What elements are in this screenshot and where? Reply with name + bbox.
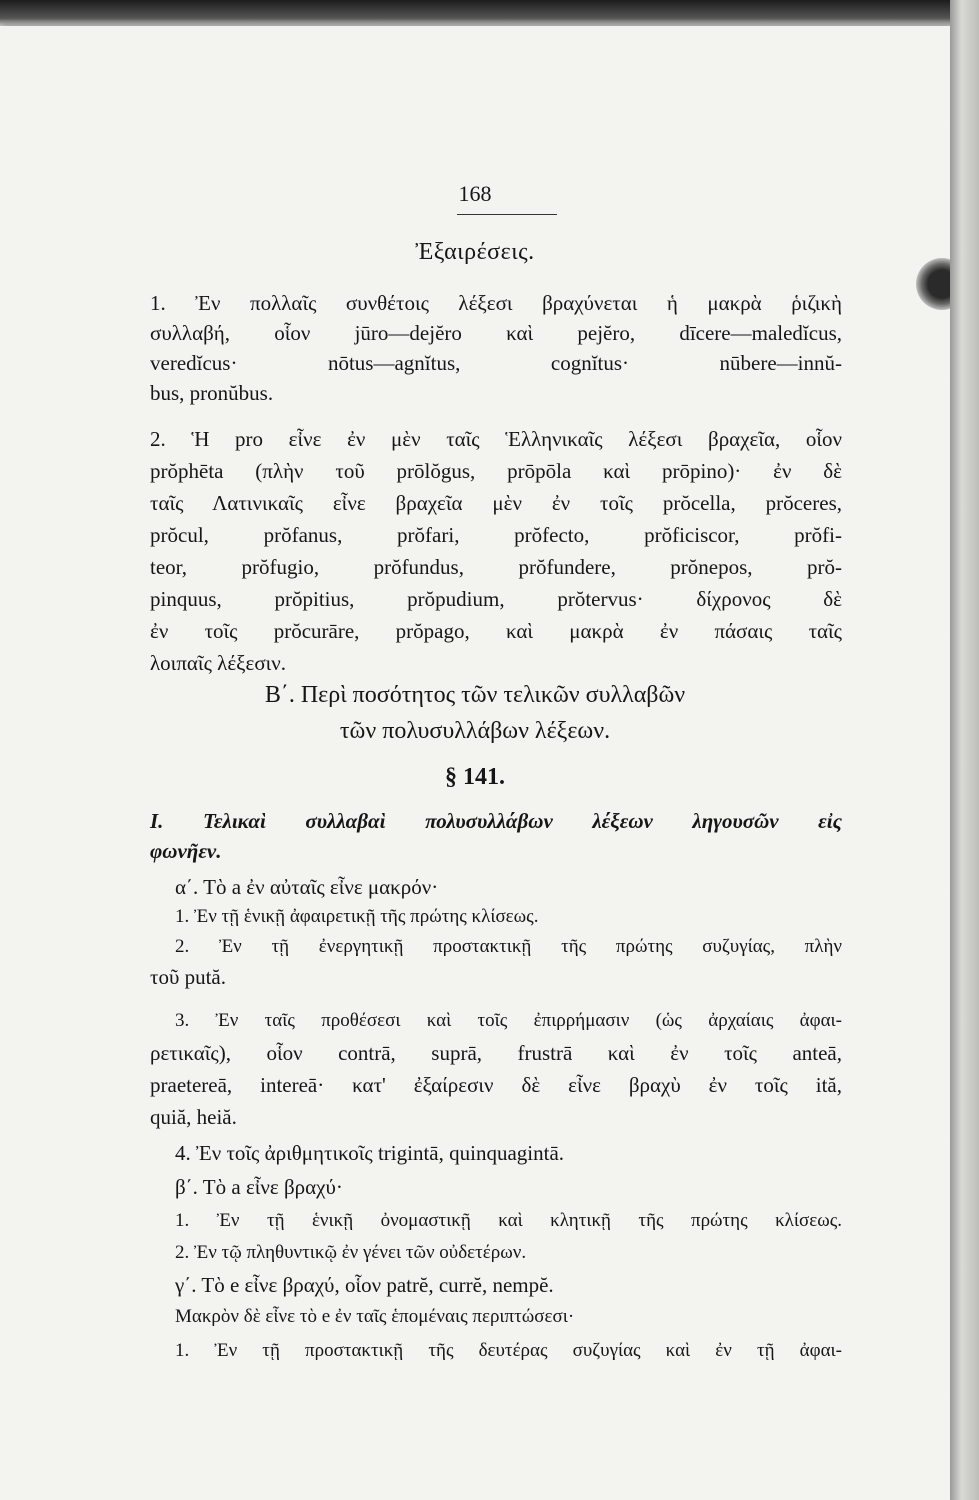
body-line-14: Μακρὸν δὲ εἶνε τὸ e ἐν ταῖς ἑπομέναις περιπτώσεσι· xyxy=(175,1306,575,1327)
body-line-5: 3. Ἐν ταῖς προθέσεσι καὶ τοῖς ἐπιρρήμασιν (ὡς ἀρχαίαις ἀφαι- xyxy=(175,1010,842,1031)
body-line-9: 4. Ἐν τοῖς ἀριθμητικοῖς trigintā, quinquagintā. xyxy=(175,1141,565,1165)
para1-line-3: veredĭcus· nōtus—agnĭtus, cognĭtus· nūbere—innŭ- xyxy=(150,351,842,375)
paragraph-number: § 141. xyxy=(445,764,505,790)
body-line-10: β΄. Τὸ a εἶνε βραχύ· xyxy=(175,1175,343,1199)
section-heading: Ἐξαιρέσεις. xyxy=(415,239,535,265)
page-number: 168 xyxy=(458,181,492,206)
para2-line-1: 2. Ἡ pro εἶνε ἐν μὲν ταῖς Ἑλληνικαῖς λέξεσι βραχεῖα, οἷον xyxy=(150,427,842,451)
para2-line-2: prŏphēta (πλὴν τοῦ prōlŏgus, prōpōla καὶ prōpino)· ἐν δὲ xyxy=(150,459,842,483)
section-i-title-line-1: Ι. Τελικαὶ συλλαβαὶ πολυσυλλάβων λέξεων ληγουσῶν εἰς xyxy=(150,809,842,833)
para1-line-1: 1. Ἐν πολλαῖς συνθέτοις λέξεσι βραχύνεται ἡ μακρὰ ῥιζικὴ xyxy=(150,291,842,315)
scan-right-edge xyxy=(950,0,979,1500)
body-line-12: 2. Ἐν τῷ πληθυντικῷ ἐν γένει τῶν οὐδετέρων. xyxy=(175,1242,527,1263)
body-line-2: 1. Ἐν τῇ ἑνικῇ ἀφαιρετικῇ τῆς πρώτης κλίσεως. xyxy=(175,906,539,927)
para2-line-5: teor, prŏfugio, prŏfundus, prŏfundere, prŏnepos, prŏ- xyxy=(150,555,842,579)
section-i-title-line-2: φωνῆεν. xyxy=(150,839,222,863)
para1-line-2: συλλαβή, οἷον jūro—dejĕro καὶ pejĕro, dīcere—maledĭcus, xyxy=(150,321,842,345)
section-b-title-line-1: Β΄. Περὶ ποσότητος τῶν τελικῶν συλλαβῶν xyxy=(264,682,686,708)
para2-line-4: prŏcul, prŏfanus, prŏfari, prŏfecto, prŏficiscor, prŏfi- xyxy=(150,523,842,547)
body-line-4: τοῦ pută. xyxy=(150,965,226,989)
body-line-15: 1. Ἐν τῇ προστακτικῇ τῆς δευτέρας συζυγίας καὶ ἐν τῇ ἀφαι- xyxy=(175,1340,842,1361)
para1-line-4: bus, pronŭbus. xyxy=(150,381,274,405)
scan-top-edge xyxy=(0,0,979,26)
body-line-6: ρετικαῖς), οἷον contrā, suprā, frustrā καὶ ἐν τοῖς anteā, xyxy=(150,1041,842,1065)
body-line-8: quiă, heiă. xyxy=(150,1105,237,1129)
para2-line-3: ταῖς Λατινικαῖς εἶνε βραχεῖα μὲν ἐν τοῖς prŏcella, prŏceres, xyxy=(150,491,842,515)
section-b-title-line-2: τῶν πολυσυλλάβων λέξεων. xyxy=(339,718,611,744)
body-line-7: praetereā, intereā· κατ' ἐξαίρεσιν δὲ εἶνε βραχὺ ἐν τοῖς ită, xyxy=(150,1073,842,1097)
page-number-rule xyxy=(457,214,557,215)
body-line-13: γ΄. Τὸ e εἶνε βραχύ, οἷον patrĕ, currĕ, nempĕ. xyxy=(175,1273,554,1297)
para2-line-8: λοιπαῖς λέξεσιν. xyxy=(150,651,287,675)
body-line-1: α΄. Τὸ a ἐν αὐταῖς εἶνε μακρόν· xyxy=(175,875,439,899)
body-line-3: 2. Ἐν τῇ ἐνεργητικῇ προστακτικῇ τῆς πρώτης συζυγίας, πλὴν xyxy=(175,936,842,957)
para2-line-6: pinquus, prŏpitius, prŏpudium, prŏtervus· δίχρονος δὲ xyxy=(150,587,842,611)
book-page xyxy=(0,26,950,1500)
para2-line-7: ἐν τοῖς prŏcurāre, prŏpago, καὶ μακρὰ ἐν πάσαις ταῖς xyxy=(150,619,842,643)
body-line-11: 1. Ἐν τῇ ἑνικῇ ὀνομαστικῇ καὶ κλητικῇ τῆς πρώτης κλίσεως. xyxy=(175,1210,842,1231)
